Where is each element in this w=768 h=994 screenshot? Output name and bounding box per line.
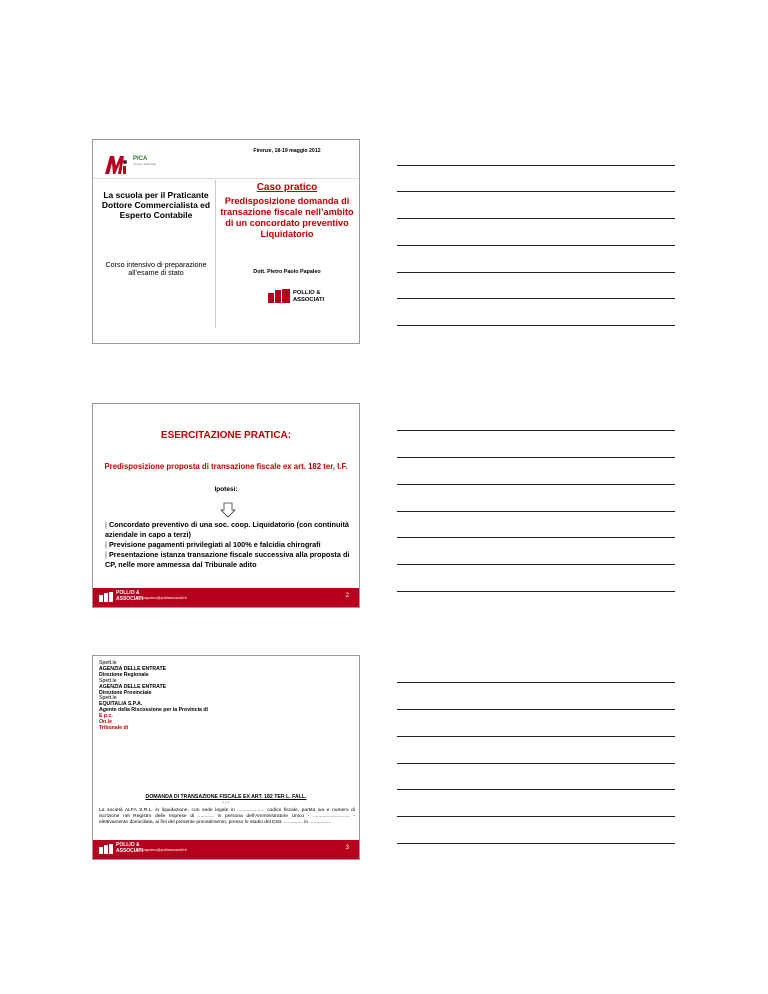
footer-email: pp.papaleo@polliassociati.it bbox=[137, 847, 187, 852]
hypothesis-label: Ipotesi: bbox=[214, 486, 238, 493]
slide-footer bbox=[93, 588, 359, 607]
page-number: 2 bbox=[345, 593, 349, 599]
slide-title: Caso pratico bbox=[256, 182, 318, 193]
address-line: AGENZIA DELLE ENTRATE bbox=[99, 683, 167, 690]
pollio-logo bbox=[268, 287, 338, 305]
note-line bbox=[397, 511, 675, 512]
course-subtitle: Corso intensivo di preparazione all’esame di stato bbox=[105, 260, 207, 277]
pica-logo-text: PICA bbox=[133, 156, 148, 162]
note-line bbox=[397, 564, 675, 565]
separator-stars: * * * bbox=[222, 800, 230, 805]
mi-logo-icon bbox=[103, 152, 129, 176]
address-line: Direzione Provinciale bbox=[99, 689, 152, 696]
note-line bbox=[397, 245, 675, 246]
pollio-logo-line1: POLLIO & bbox=[293, 290, 321, 296]
note-line bbox=[397, 325, 675, 326]
pollio-logo-text bbox=[293, 290, 324, 303]
address-line: Agente della Riscossione per la Provincia di bbox=[99, 707, 208, 714]
note-line bbox=[397, 736, 675, 737]
note-line bbox=[397, 298, 675, 299]
note-line bbox=[397, 816, 675, 817]
address-line: Direzione Regionale bbox=[99, 671, 149, 678]
list-item: | Concordato preventivo di una soc. coop. Liquidatorio (con continuità aziendale in capo a terzi) bbox=[105, 520, 350, 540]
note-line bbox=[397, 430, 675, 431]
note-line bbox=[397, 843, 675, 844]
list-item: | Previsione pagamenti privilegiati al 100% e falcidia chirografi bbox=[105, 540, 350, 550]
author-name: Dott. Pietro Paolo Papaleo bbox=[253, 269, 321, 275]
document-paragraph: La società ALFA S.R.L. in liquidazione, con sede legale in .................... codice fiscale, partita iva e numero di iscrizione nel Registro delle Imprese di ............ in persona dell’Amministratore Unico - ........................... - elettivamente domiciliata, ai fini del presente procedimento, presso lo studio del Dott. .............. in ................ bbox=[99, 808, 355, 825]
footer-brand-line2: ASSOCIATI bbox=[116, 595, 143, 602]
note-line bbox=[397, 789, 675, 790]
address-line: Tribunale di bbox=[99, 724, 129, 731]
list-item: | Presentazione istanza transazione fiscale successiva alla proposta di CP, nelle more ammessa dal Tribunale adito bbox=[105, 550, 350, 570]
note-line bbox=[397, 682, 675, 683]
address-line: E p.c. bbox=[99, 713, 113, 720]
note-line bbox=[397, 457, 675, 458]
page-number: 3 bbox=[345, 845, 349, 851]
note-line bbox=[397, 537, 675, 538]
note-line bbox=[397, 191, 675, 192]
pica-logo-subtext: Gruppo Editoriale bbox=[133, 162, 157, 166]
document-heading: DOMANDA DI TRANSAZIONE FISCALE EX ART. 182 TER L. FALL. bbox=[145, 794, 307, 800]
slide-2 bbox=[92, 403, 360, 608]
note-line bbox=[397, 165, 675, 166]
note-line bbox=[397, 218, 675, 219]
address-line: Spett.le bbox=[99, 695, 117, 702]
down-arrow-icon bbox=[220, 502, 236, 518]
pica-logo bbox=[133, 156, 156, 166]
slide-3 bbox=[92, 655, 360, 860]
address-line: Spett.le bbox=[99, 677, 117, 684]
note-line bbox=[397, 591, 675, 592]
slide-subtitle: Predisposizione domanda di transazione fiscale nell’ambito di un concordato preventivo Liquidatorio bbox=[220, 196, 354, 239]
note-line bbox=[397, 484, 675, 485]
address-line: AGENZIA DELLE ENTRATE bbox=[99, 665, 167, 672]
divider bbox=[93, 178, 359, 179]
note-line bbox=[397, 272, 675, 273]
slide-1 bbox=[92, 139, 360, 344]
pollio-logo-line2: ASSOCIATI bbox=[293, 296, 325, 303]
column-divider bbox=[215, 180, 216, 328]
note-line bbox=[397, 709, 675, 710]
pollio-logo-icon bbox=[99, 592, 113, 602]
slide-subtitle: Predisposizione proposta di transazione fiscale ex art. 182 ter, l.F. bbox=[104, 462, 348, 471]
recipient-address bbox=[99, 661, 299, 732]
footer-brand-line2: ASSOCIATI bbox=[116, 847, 143, 854]
footer-email: pp.papaleo@polliassociati.it bbox=[137, 595, 187, 600]
note-line bbox=[397, 763, 675, 764]
event-date: Firenze, 18-19 maggio 2012 bbox=[253, 148, 321, 154]
school-title: La scuola per il Praticante Dottore Commercialista ed Esperto Contabile bbox=[101, 190, 211, 220]
footer-brand-line1: POLLIO & bbox=[116, 590, 140, 596]
address-line: On.le bbox=[99, 719, 112, 726]
slide-footer bbox=[93, 840, 359, 859]
slide-title: ESERCITAZIONE PRATICA: bbox=[160, 430, 292, 441]
pollio-logo-icon bbox=[99, 844, 113, 854]
footer-brand-line1: POLLIO & bbox=[116, 842, 140, 848]
hypothesis-list bbox=[105, 520, 350, 570]
pollio-logo-icon bbox=[268, 289, 290, 303]
address-line: EQUITALIA S.P.A. bbox=[99, 701, 143, 708]
address-line: Spett.le bbox=[99, 660, 117, 666]
